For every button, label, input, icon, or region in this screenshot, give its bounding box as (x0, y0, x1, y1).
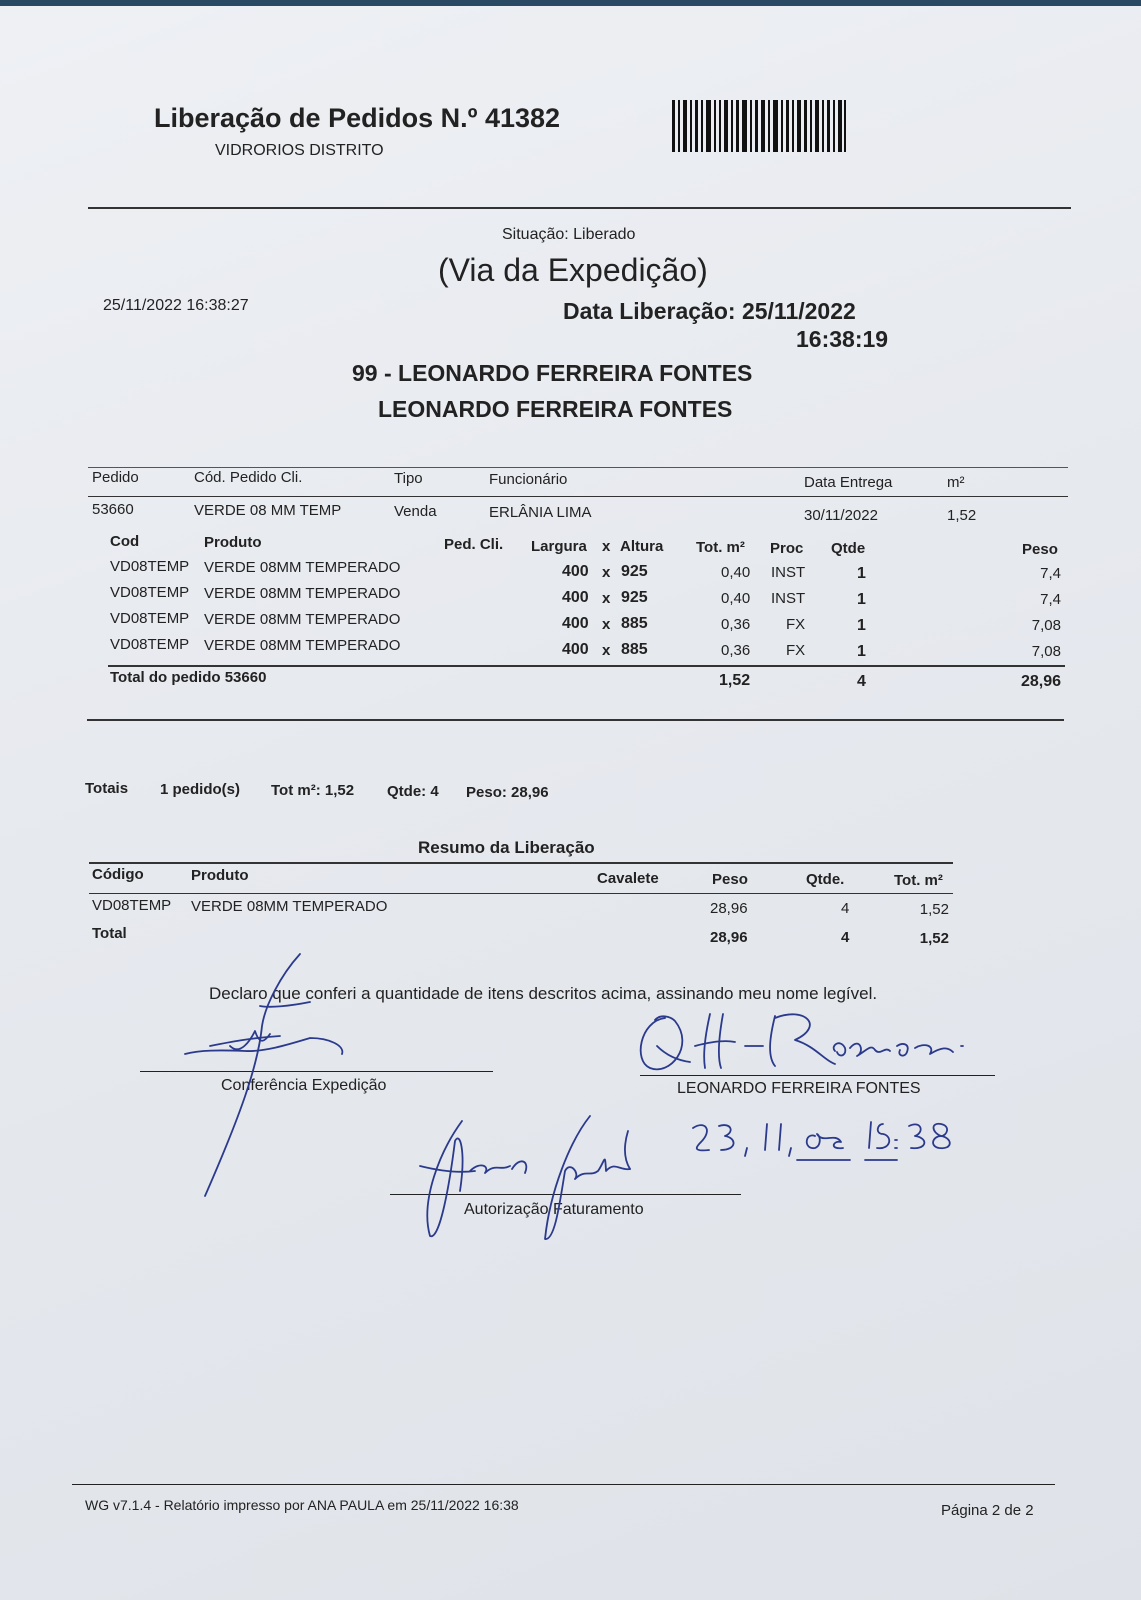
items-col-qtde: Qtde (831, 540, 866, 557)
item-tot-m2: 0,36 (721, 616, 751, 633)
summary-produto: VERDE 08MM TEMPERADO (191, 898, 388, 915)
items-col-altura: Altura (620, 538, 664, 555)
item-tot-m2: 0,40 (721, 564, 751, 581)
situation-label: Situação: Liberado (502, 226, 636, 243)
order-col-tipo: Tipo (394, 470, 423, 487)
item-largura: 400 (562, 641, 589, 658)
client-line-2: LEONARDO FERREIRA FONTES (378, 396, 733, 422)
summary-col-peso: Peso (712, 871, 748, 888)
totals-qtde: Qtde: 4 (387, 783, 439, 800)
item-produto: VERDE 08MM TEMPERADO (204, 611, 401, 628)
items-total-qtde: 4 (857, 673, 866, 690)
item-largura: 400 (562, 589, 589, 606)
order-data-entrega: 30/11/2022 (804, 507, 878, 524)
summary-col-cavalete: Cavalete (597, 870, 659, 887)
item-peso: 7,08 (1031, 643, 1061, 660)
summary-peso: 28,96 (710, 900, 748, 917)
release-date: Data Liberação: 25/11/2022 (563, 298, 856, 324)
barcode-icon (672, 100, 846, 152)
item-produto: VERDE 08MM TEMPERADO (204, 637, 401, 654)
summary-codigo: VD08TEMP (92, 897, 172, 914)
totals-m2: Tot m²: 1,52 (271, 782, 355, 799)
summary-top-rule (89, 862, 953, 864)
order-col-funcionario: Funcionário (489, 471, 568, 488)
summary-col-qtde: Qtde. (806, 871, 845, 888)
item-x: x (602, 564, 611, 581)
items-bottom-rule (87, 719, 1064, 721)
items-col-tot-m2: Tot. m² (696, 539, 745, 556)
items-col-cod: Cod (110, 533, 140, 550)
item-qtde: 1 (857, 617, 866, 634)
client-line-1: 99 - LEONARDO FERREIRA FONTES (352, 360, 753, 386)
order-col-m2: m² (947, 474, 965, 491)
item-altura: 925 (621, 589, 648, 606)
item-tot-m2: 0,40 (721, 590, 751, 607)
items-col-proc: Proc (770, 540, 804, 557)
item-proc: FX (786, 616, 806, 633)
order-header-rule (88, 496, 1068, 497)
company-name: VIDRORIOS DISTRITO (215, 142, 384, 159)
items-total-rule (108, 665, 1065, 667)
order-tipo: Venda (394, 503, 437, 520)
conferencia-signature (170, 946, 370, 1206)
summary-total-qtde: 4 (841, 929, 850, 946)
totals-label: Totais (85, 780, 129, 797)
autorizacao-signature (400, 1111, 660, 1246)
item-altura: 925 (621, 563, 648, 580)
item-x: x (602, 616, 611, 633)
items-col-x: x (602, 538, 611, 555)
summary-total-peso: 28,96 (710, 929, 748, 946)
item-x: x (602, 642, 611, 659)
item-proc: INST (771, 564, 806, 581)
printed-datetime: 25/11/2022 16:38:27 (103, 297, 249, 314)
item-peso: 7,08 (1031, 617, 1061, 634)
order-top-rule (88, 467, 1068, 468)
footer-printed-by: WG v7.1.4 - Relatório impresso por ANA PAULA em 25/11/2022 16:38 (85, 1497, 519, 1513)
summary-col-tot-m2: Tot. m² (894, 872, 943, 889)
handwritten-date (685, 1118, 985, 1168)
summary-title: Resumo da Liberação (418, 838, 595, 857)
item-peso: 7,4 (1040, 565, 1061, 582)
autorizacao-label: Autorização Faturamento (464, 1201, 644, 1218)
order-col-data-entrega: Data Entrega (804, 474, 893, 491)
item-qtde: 1 (857, 565, 866, 582)
items-total-peso: 28,96 (1020, 673, 1061, 690)
item-x: x (602, 590, 611, 607)
items-total-m2: 1,52 (719, 672, 751, 689)
footer-rule (72, 1484, 1055, 1485)
summary-qtde: 4 (841, 900, 850, 917)
item-produto: VERDE 08MM TEMPERADO (204, 559, 401, 576)
footer-page-number: Página 2 de 2 (941, 1502, 1034, 1519)
item-qtde: 1 (857, 591, 866, 608)
totals-peso: Peso: 28,96 (466, 784, 549, 801)
summary-total-label: Total (92, 925, 127, 942)
summary-total-tot-m2: 1,52 (919, 930, 949, 947)
item-cod: VD08TEMP (110, 610, 190, 627)
item-peso: 7,4 (1040, 591, 1061, 608)
order-m2: 1,52 (947, 507, 977, 524)
summary-tot-m2: 1,52 (919, 901, 949, 918)
item-proc: FX (786, 642, 806, 659)
items-total-label: Total do pedido 53660 (110, 669, 267, 686)
document-title: Liberação de Pedidos N.º 41382 (154, 103, 561, 133)
item-cod: VD08TEMP (110, 584, 190, 601)
release-time: 16:38:19 (796, 326, 889, 352)
item-altura: 885 (621, 615, 648, 632)
order-col-pedido: Pedido (92, 469, 139, 486)
summary-col-codigo: Código (92, 866, 144, 883)
totals-pedidos: 1 pedido(s) (160, 781, 241, 798)
item-altura: 885 (621, 641, 648, 658)
item-proc: INST (771, 590, 806, 607)
item-largura: 400 (562, 563, 589, 580)
item-cod: VD08TEMP (110, 636, 190, 653)
client-signature-name: LEONARDO FERREIRA FONTES (677, 1080, 921, 1097)
items-col-largura: Largura (531, 538, 587, 555)
items-col-ped-cli: Ped. Cli. (444, 536, 504, 553)
via-label: (Via da Expedição) (438, 252, 708, 288)
conferencia-label: Conferência Expedição (221, 1077, 387, 1094)
order-pedido: 53660 (92, 501, 134, 518)
item-cod: VD08TEMP (110, 558, 190, 575)
order-col-cod-cli: Cód. Pedido Cli. (194, 469, 303, 486)
summary-header-rule (89, 893, 953, 894)
item-tot-m2: 0,36 (721, 642, 751, 659)
declaration-text: Declaro que conferi a quantidade de itens descritos acima, assinando meu nome legível. (209, 984, 878, 1003)
item-largura: 400 (562, 615, 589, 632)
header-divider (88, 207, 1071, 209)
summary-col-produto: Produto (191, 867, 249, 884)
item-qtde: 1 (857, 643, 866, 660)
item-produto: VERDE 08MM TEMPERADO (204, 585, 401, 602)
items-col-produto: Produto (204, 534, 262, 551)
order-cod-cli: VERDE 08 MM TEMP (194, 502, 342, 519)
client-signature (635, 1006, 975, 1096)
items-col-peso: Peso (1022, 541, 1058, 558)
order-funcionario: ERLÂNIA LIMA (489, 504, 592, 521)
